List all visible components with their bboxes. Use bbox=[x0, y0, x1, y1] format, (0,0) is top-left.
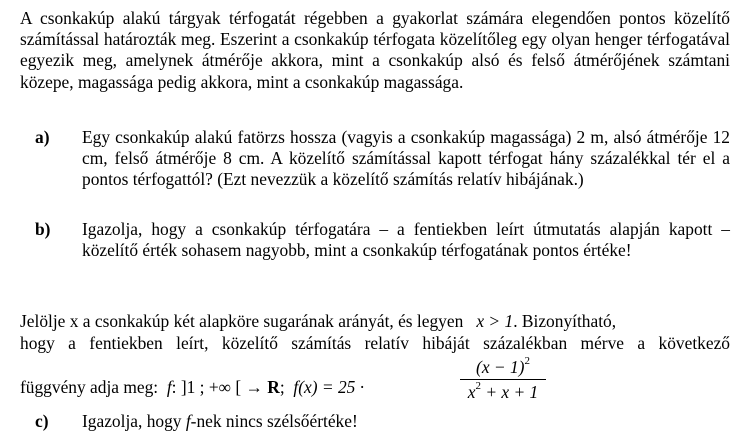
intro-paragraph: A csonkakúp alakú tárgyak térfogatát régebben a gyakorlat számára elegendően pontos közelítő számítással határozták meg. Eszerint a csonkakúp térfogata közelítőleg egy olyan henger térfogatával egyezik meg, amelynek átmérője akkora, mint a csonkakúp alsó és felső átmérőjének számtani közepe, magassága pedig akkora, mint a csonkakúp magassága. bbox=[20, 8, 730, 92]
function-domain: : ]1 ; +∞ [ → bbox=[171, 377, 268, 397]
item-c-text: Igazolja, hogy f-nek nincs szélsőértéke! bbox=[82, 411, 358, 431]
function-definition-line: függvény adja meg: f: ]1 ; +∞ [ → R; f(x) = 25 · $(x - 1)^2$ $x^2 + x + 1$ bbox=[20, 354, 730, 414]
function-formula-lhs: f(x) = 25 · bbox=[293, 377, 365, 397]
inequality-x-gt-1: x > 1 bbox=[476, 311, 514, 331]
function-symbol: f bbox=[166, 377, 172, 397]
fraction-denominator: $x^2 + x + 1$ bbox=[467, 380, 539, 402]
second-paragraph-line-1: Jelölje x a csonkakúp két alapköre sugarának arányát, és legyen x > 1. Bizonyítható, bbox=[20, 311, 617, 331]
function-fraction bbox=[458, 354, 548, 404]
item-a-text: Egy csonkakúp alakú fatörzs hossza (vagyis a csonkakúp magassága) 2 m, alsó átmérője 12 cm, felső átmérője 8 cm. A közelítő számítással kapott térfogat hány százalékkal tér el a pontos térfogattól? (Ezt nevezzük a közelítő számítás relatív hibájának.) bbox=[82, 127, 730, 190]
item-a-label: a) bbox=[35, 127, 50, 147]
fraction-numerator: $(x - 1)^2$ bbox=[476, 355, 530, 377]
item-b-text: Igazolja, hogy a csonkakúp térfogatára – a fentiekben leírt útmutatás alapján kapott – közelítő érték sohasem nagyobb, mint a csonkakúp térfogatának pontos értéke! bbox=[82, 219, 730, 261]
item-c-function-symbol: f bbox=[185, 411, 191, 431]
function-intro-text: függvény adja meg: bbox=[20, 377, 159, 397]
item-c-label: c) bbox=[35, 411, 49, 431]
item-b-label: b) bbox=[35, 219, 51, 239]
real-numbers-symbol: R bbox=[267, 377, 280, 397]
second-paragraph-line-2: hogy a fentiekben leírt, közelítő számítás relatív hibáját százalékban mérve a következő bbox=[20, 333, 730, 353]
